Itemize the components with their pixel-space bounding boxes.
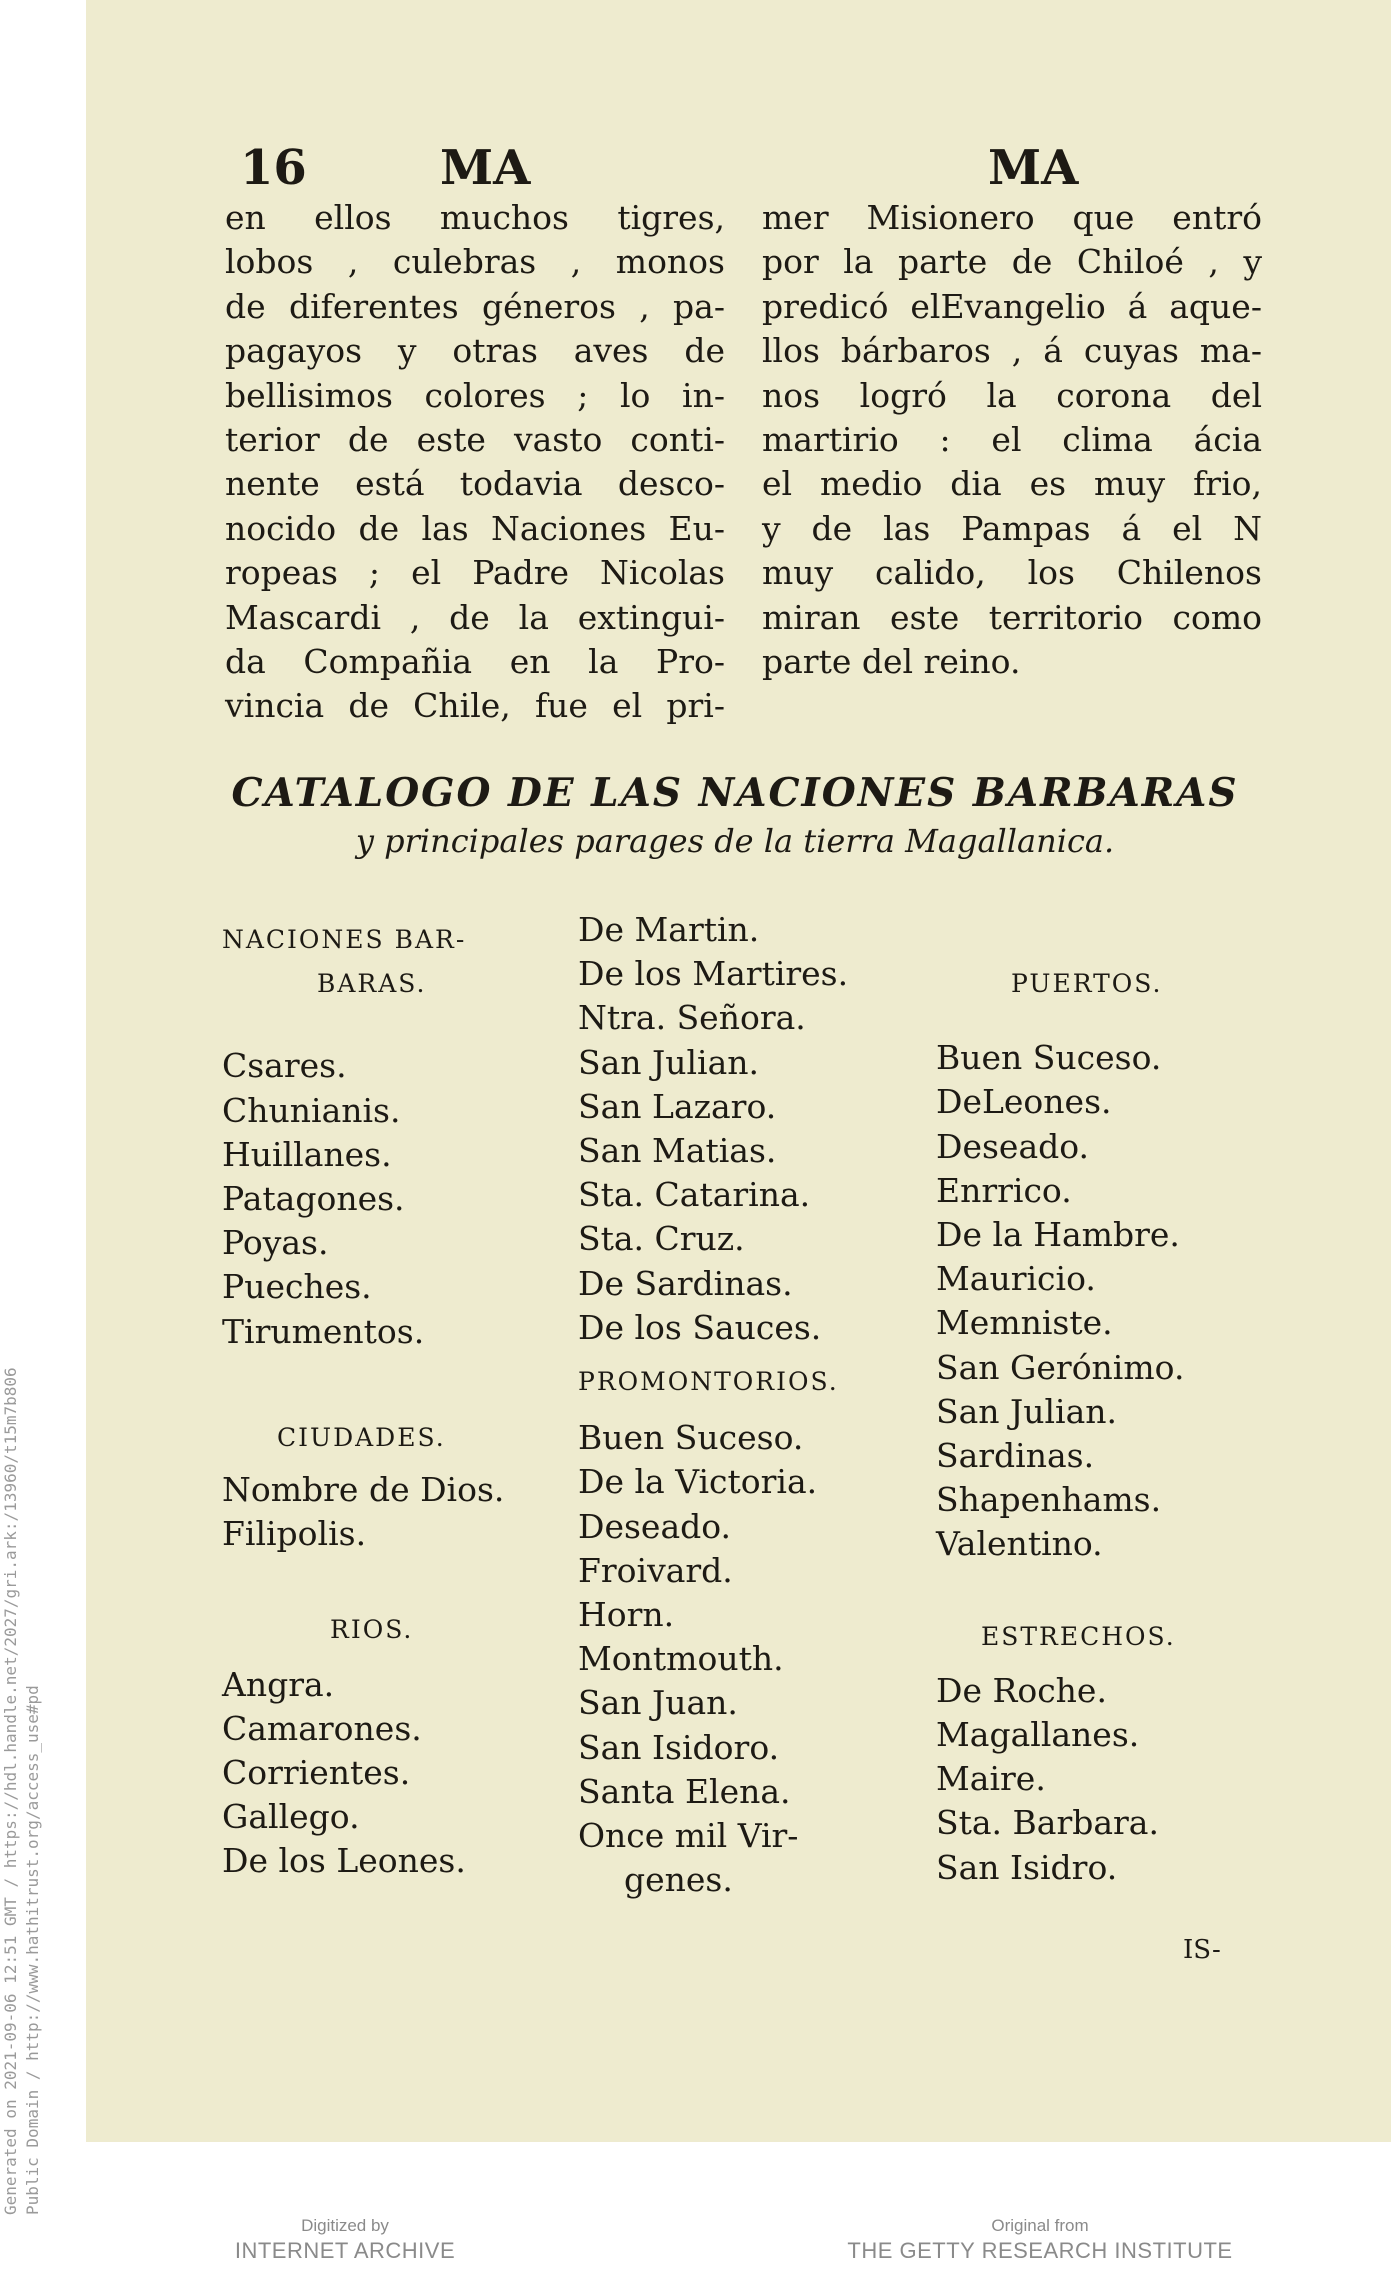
section-heading-rios: RIOS. bbox=[330, 1615, 414, 1645]
list-item: Buen Suceso. bbox=[578, 1418, 804, 1458]
list-item: San Isidro. bbox=[936, 1847, 1118, 1887]
list-item: San Isidoro. bbox=[578, 1727, 780, 1767]
text-line: parte del reino. bbox=[762, 642, 1021, 682]
list-item: Nombre de Dios. bbox=[222, 1470, 505, 1510]
list-item: Shapenhams. bbox=[936, 1480, 1162, 1520]
text-line: el medio dia es muy frio, bbox=[762, 464, 1262, 504]
text-line: martirio : el clima ácia bbox=[762, 420, 1262, 460]
text-line: ropeas ; el Padre Nicolas bbox=[225, 553, 725, 593]
list-item: Camarones. bbox=[222, 1708, 422, 1748]
list-item: San Gerónimo. bbox=[936, 1347, 1185, 1387]
list-item: Sta. Barbara. bbox=[936, 1803, 1159, 1843]
catalog-title: CATALOGO DE LAS NACIONES BARBARAS bbox=[231, 770, 1239, 816]
section-heading-ciudades: CIUDADES. bbox=[277, 1422, 446, 1452]
section-heading-puertos: PUERTOS. bbox=[1011, 969, 1163, 998]
generation-note-line-1: Generated on 2021-09-06 12:51 GMT / https://hdl.handle.net/2027/gri.ark:/13960/t15m7b806 bbox=[1, 1367, 20, 2215]
list-item: Angra. bbox=[222, 1664, 335, 1704]
list-item: DeLeones. bbox=[936, 1082, 1112, 1122]
text-line: en ellos muchos tigres, bbox=[225, 198, 725, 237]
footer-original-source: THE GETTY RESEARCH INSTITUTE bbox=[847, 2238, 1233, 2263]
catalog-subtitle: y principales parages de la tierra Magallanica. bbox=[355, 822, 1115, 860]
list-item: Sta. Catarina. bbox=[578, 1175, 811, 1215]
text-line: miran este territorio como bbox=[762, 597, 1262, 637]
catchword: IS- bbox=[1183, 1935, 1221, 1965]
list-item: Froivard. bbox=[578, 1550, 733, 1590]
list-item: De Martin. bbox=[578, 910, 760, 949]
text-line: bellisimos colores ; lo in- bbox=[225, 375, 725, 415]
list-item: Huillanes. bbox=[222, 1134, 392, 1174]
list-item: De los Martires. bbox=[578, 954, 849, 994]
list-item: Csares. bbox=[222, 1046, 347, 1086]
list-item: Mauricio. bbox=[936, 1259, 1096, 1299]
list-item: Pueches. bbox=[222, 1267, 372, 1307]
generation-note bbox=[0, 1367, 42, 2215]
text-line: muy calido, los Chilenos bbox=[762, 553, 1262, 593]
list-item: San Lazaro. bbox=[578, 1086, 777, 1126]
list-item: Memniste. bbox=[936, 1303, 1113, 1343]
list-item: De los Sauces. bbox=[578, 1307, 822, 1347]
list-item: Deseado. bbox=[578, 1506, 732, 1546]
list-item: genes. bbox=[624, 1860, 733, 1900]
list-item: Montmouth. bbox=[578, 1639, 784, 1679]
text-line: por la parte de Chiloé , y bbox=[762, 242, 1262, 282]
list-item: Gallego. bbox=[222, 1797, 360, 1837]
list-item: De la Hambre. bbox=[936, 1215, 1180, 1255]
list-item: De Roche. bbox=[936, 1670, 1107, 1710]
list-item: Poyas. bbox=[222, 1223, 329, 1263]
list-item: Enrrico. bbox=[936, 1170, 1072, 1210]
list-item: Sta. Cruz. bbox=[578, 1219, 745, 1259]
text-line: de diferentes géneros , pa- bbox=[225, 286, 725, 326]
text-line: da Compañia en la Pro- bbox=[225, 642, 725, 682]
section-heading-estrechos: ESTRECHOS. bbox=[981, 1621, 1176, 1651]
list-item: Deseado. bbox=[936, 1126, 1090, 1166]
list-item: Horn. bbox=[578, 1595, 675, 1635]
list-item: San Juan. bbox=[578, 1683, 738, 1723]
footer-original-label: Original from bbox=[991, 2216, 1089, 2235]
list-item: Buen Suceso. bbox=[936, 1038, 1162, 1078]
text-line: pagayos y otras aves de bbox=[225, 331, 725, 371]
text-line: mer Misionero que entró bbox=[762, 198, 1262, 237]
list-item: De Sardinas. bbox=[578, 1263, 793, 1303]
text-column-left bbox=[225, 196, 725, 729]
section-heading-promontorios: PROMONTORIOS. bbox=[578, 1367, 839, 1397]
left-running-head: MA bbox=[440, 140, 531, 196]
right-running-head: MA bbox=[988, 140, 1079, 196]
catalog-column-1 bbox=[222, 918, 504, 1884]
footer-digitized-label: Digitized by bbox=[301, 2216, 389, 2235]
list-item: Valentino. bbox=[936, 1524, 1103, 1564]
text-line: vincia de Chile, fue el pri- bbox=[225, 686, 725, 726]
list-item: Ntra. Señora. bbox=[578, 998, 806, 1038]
list-item: San Matias. bbox=[578, 1131, 777, 1171]
list-item: Chunianis. bbox=[222, 1090, 401, 1130]
list-item: Once mil Vir- bbox=[578, 1816, 799, 1856]
list-item: Tirumentos. bbox=[222, 1311, 425, 1351]
text-line: nos logró la corona del bbox=[762, 375, 1262, 415]
page-number: 16 bbox=[240, 140, 307, 196]
text-line: lobos , culebras , monos bbox=[225, 242, 725, 282]
catalog-column-3 bbox=[936, 962, 1184, 1890]
generation-note-line-2: Public Domain / http://www.hathitrust.org/access_use#pd bbox=[23, 1685, 42, 2215]
footer-original-from bbox=[840, 2215, 1240, 2265]
list-item: San Julian. bbox=[936, 1391, 1118, 1431]
list-item: Santa Elena. bbox=[578, 1771, 791, 1811]
list-item: Maire. bbox=[936, 1759, 1046, 1799]
list-item: De los Leones. bbox=[222, 1841, 466, 1881]
text-line: terior de este vasto conti- bbox=[225, 420, 725, 460]
text-line: nente está todavia desco- bbox=[225, 464, 725, 504]
text-line: predicó elEvangelio á aque- bbox=[762, 286, 1262, 326]
text-line: Mascardi , de la extingui- bbox=[225, 597, 725, 637]
text-line: nocido de las Naciones Eu- bbox=[225, 508, 725, 548]
footer-digitized-source: INTERNET ARCHIVE bbox=[234, 2238, 456, 2263]
footer-digitized-by bbox=[200, 2215, 490, 2265]
text-line: y de las Pampas á el N bbox=[762, 508, 1262, 548]
list-item: Patagones. bbox=[222, 1179, 405, 1219]
list-item: De la Victoria. bbox=[578, 1462, 818, 1502]
text-line: llos bárbaros , á cuyas ma- bbox=[762, 331, 1262, 371]
text-column-right bbox=[762, 196, 1262, 684]
list-item: Filipolis. bbox=[222, 1514, 367, 1554]
list-item: Sardinas. bbox=[936, 1436, 1095, 1476]
list-item: San Julian. bbox=[578, 1042, 760, 1082]
list-item: Corrientes. bbox=[222, 1753, 411, 1793]
list-item: Magallanes. bbox=[936, 1715, 1140, 1755]
catalog-column-2 bbox=[578, 908, 848, 1902]
section-heading-naciones-cont: BARAS. bbox=[317, 969, 427, 999]
section-heading-naciones: NACIONES BAR- bbox=[222, 925, 467, 954]
